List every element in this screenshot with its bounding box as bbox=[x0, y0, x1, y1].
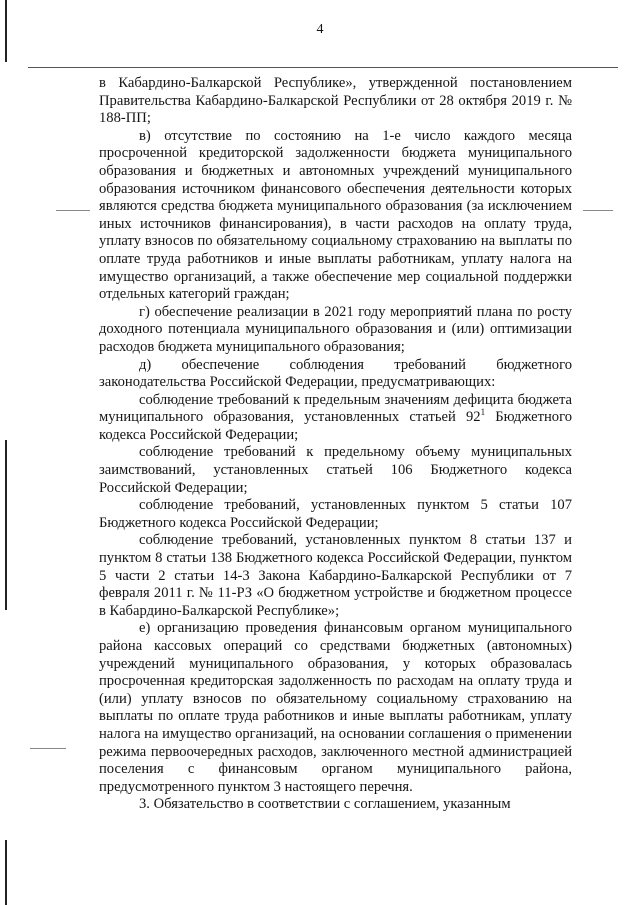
paragraph-item-g: г) обеспечение реализации в 2021 году мероприятий плана по росту доходного потенциала муниципального образования и (или) оптимизации расходов бюджета муниципального образования; bbox=[99, 303, 572, 355]
scan-left-edge bbox=[5, 440, 7, 610]
paragraph-item-d: д) обеспечение соблюдения требований бюджетного законодательства Российской Федерации, предусматривающих: bbox=[99, 356, 572, 391]
scan-margin-mark bbox=[30, 748, 66, 749]
paragraph-continuation: в Кабардино-Балкарской Республике», утвержденной постановлением Правительства Кабардино-Балкарской Республики от 28 октября 2019 г. № 188-ПП; bbox=[99, 75, 572, 127]
paragraph-text-continued: Бюджетного кодекса Российской Федерации; bbox=[99, 409, 572, 443]
paragraph-item-e: е) организацию проведения финансовым органом муниципального района кассовых операций со средствами бюджетных (автономных) учреждений муниципального образования, у которых образовалась просроченная кредиторская задолженность по расходам на оплату труда и (или) уплату взносов по обязательному социальному страхованию на выплаты по оплате труда работников и иные выплаты работникам, уплату налога на имущество организаций, на основании соглашения о применении режима первоочередных расходов, заключенного местной администрацией поселения с финансовым органом муниципального района, предусмотренного пунктом 3 настоящего перечня. bbox=[99, 620, 572, 795]
paragraph-item-3: 3. Обязательство в соответствии с соглашением, указанным bbox=[139, 796, 511, 813]
paragraph-deficit-requirements bbox=[99, 392, 572, 445]
superscript: 1 bbox=[480, 407, 486, 418]
paragraph-article-137: соблюдение требований, установленных пунктом 8 статьи 137 и пунктом 8 статьи 138 Бюджетного кодекса Российской Федерации, пунктом 5 части 2 статьи 14-3 Закона Кабардино-Балкарской Республики от 7 февраля 2011 г. № 11-РЗ «О бюджетном устройстве и бюджетном процессе в Кабардино-Балкарской Республике»; bbox=[99, 532, 572, 619]
header-rule bbox=[28, 67, 618, 68]
paragraph-text: соблюдение требований к предельным значениям дефицита бюджета муниципального образования, установленных статьей 92 bbox=[99, 391, 572, 426]
scan-left-edge bbox=[5, 840, 7, 905]
paragraph-item-v: в) отсутствие по состоянию на 1-е число каждого месяца просроченной кредиторской задолженности бюджета муниципального образования и бюджетных и автономных учреждений муниципального образования источником финансового обеспечения деятельности которых являются средства бюджета муниципального образования (за исключением иных источников финансирования), в части расходов на оплату труда, уплату взносов по обязательному социальному страхованию на выплаты по оплате труда работников и иные выплаты работникам, уплату налога на имущество организаций, а также обеспечение мер социальной поддержки отдельных категорий граждан; bbox=[99, 127, 572, 303]
paragraph-borrowing-requirements: соблюдение требований к предельному объему муниципальных заимствований, установленных статьей 106 Бюджетного кодекса Российской Федерации; bbox=[99, 444, 572, 496]
scan-margin-mark bbox=[583, 210, 613, 211]
document-body bbox=[99, 75, 572, 814]
paragraph-article-107: соблюдение требований, установленных пунктом 5 статьи 107 Бюджетного кодекса Российской Федерации; bbox=[99, 497, 572, 531]
scan-margin-mark bbox=[56, 210, 90, 211]
page-number: 4 bbox=[316, 22, 324, 37]
